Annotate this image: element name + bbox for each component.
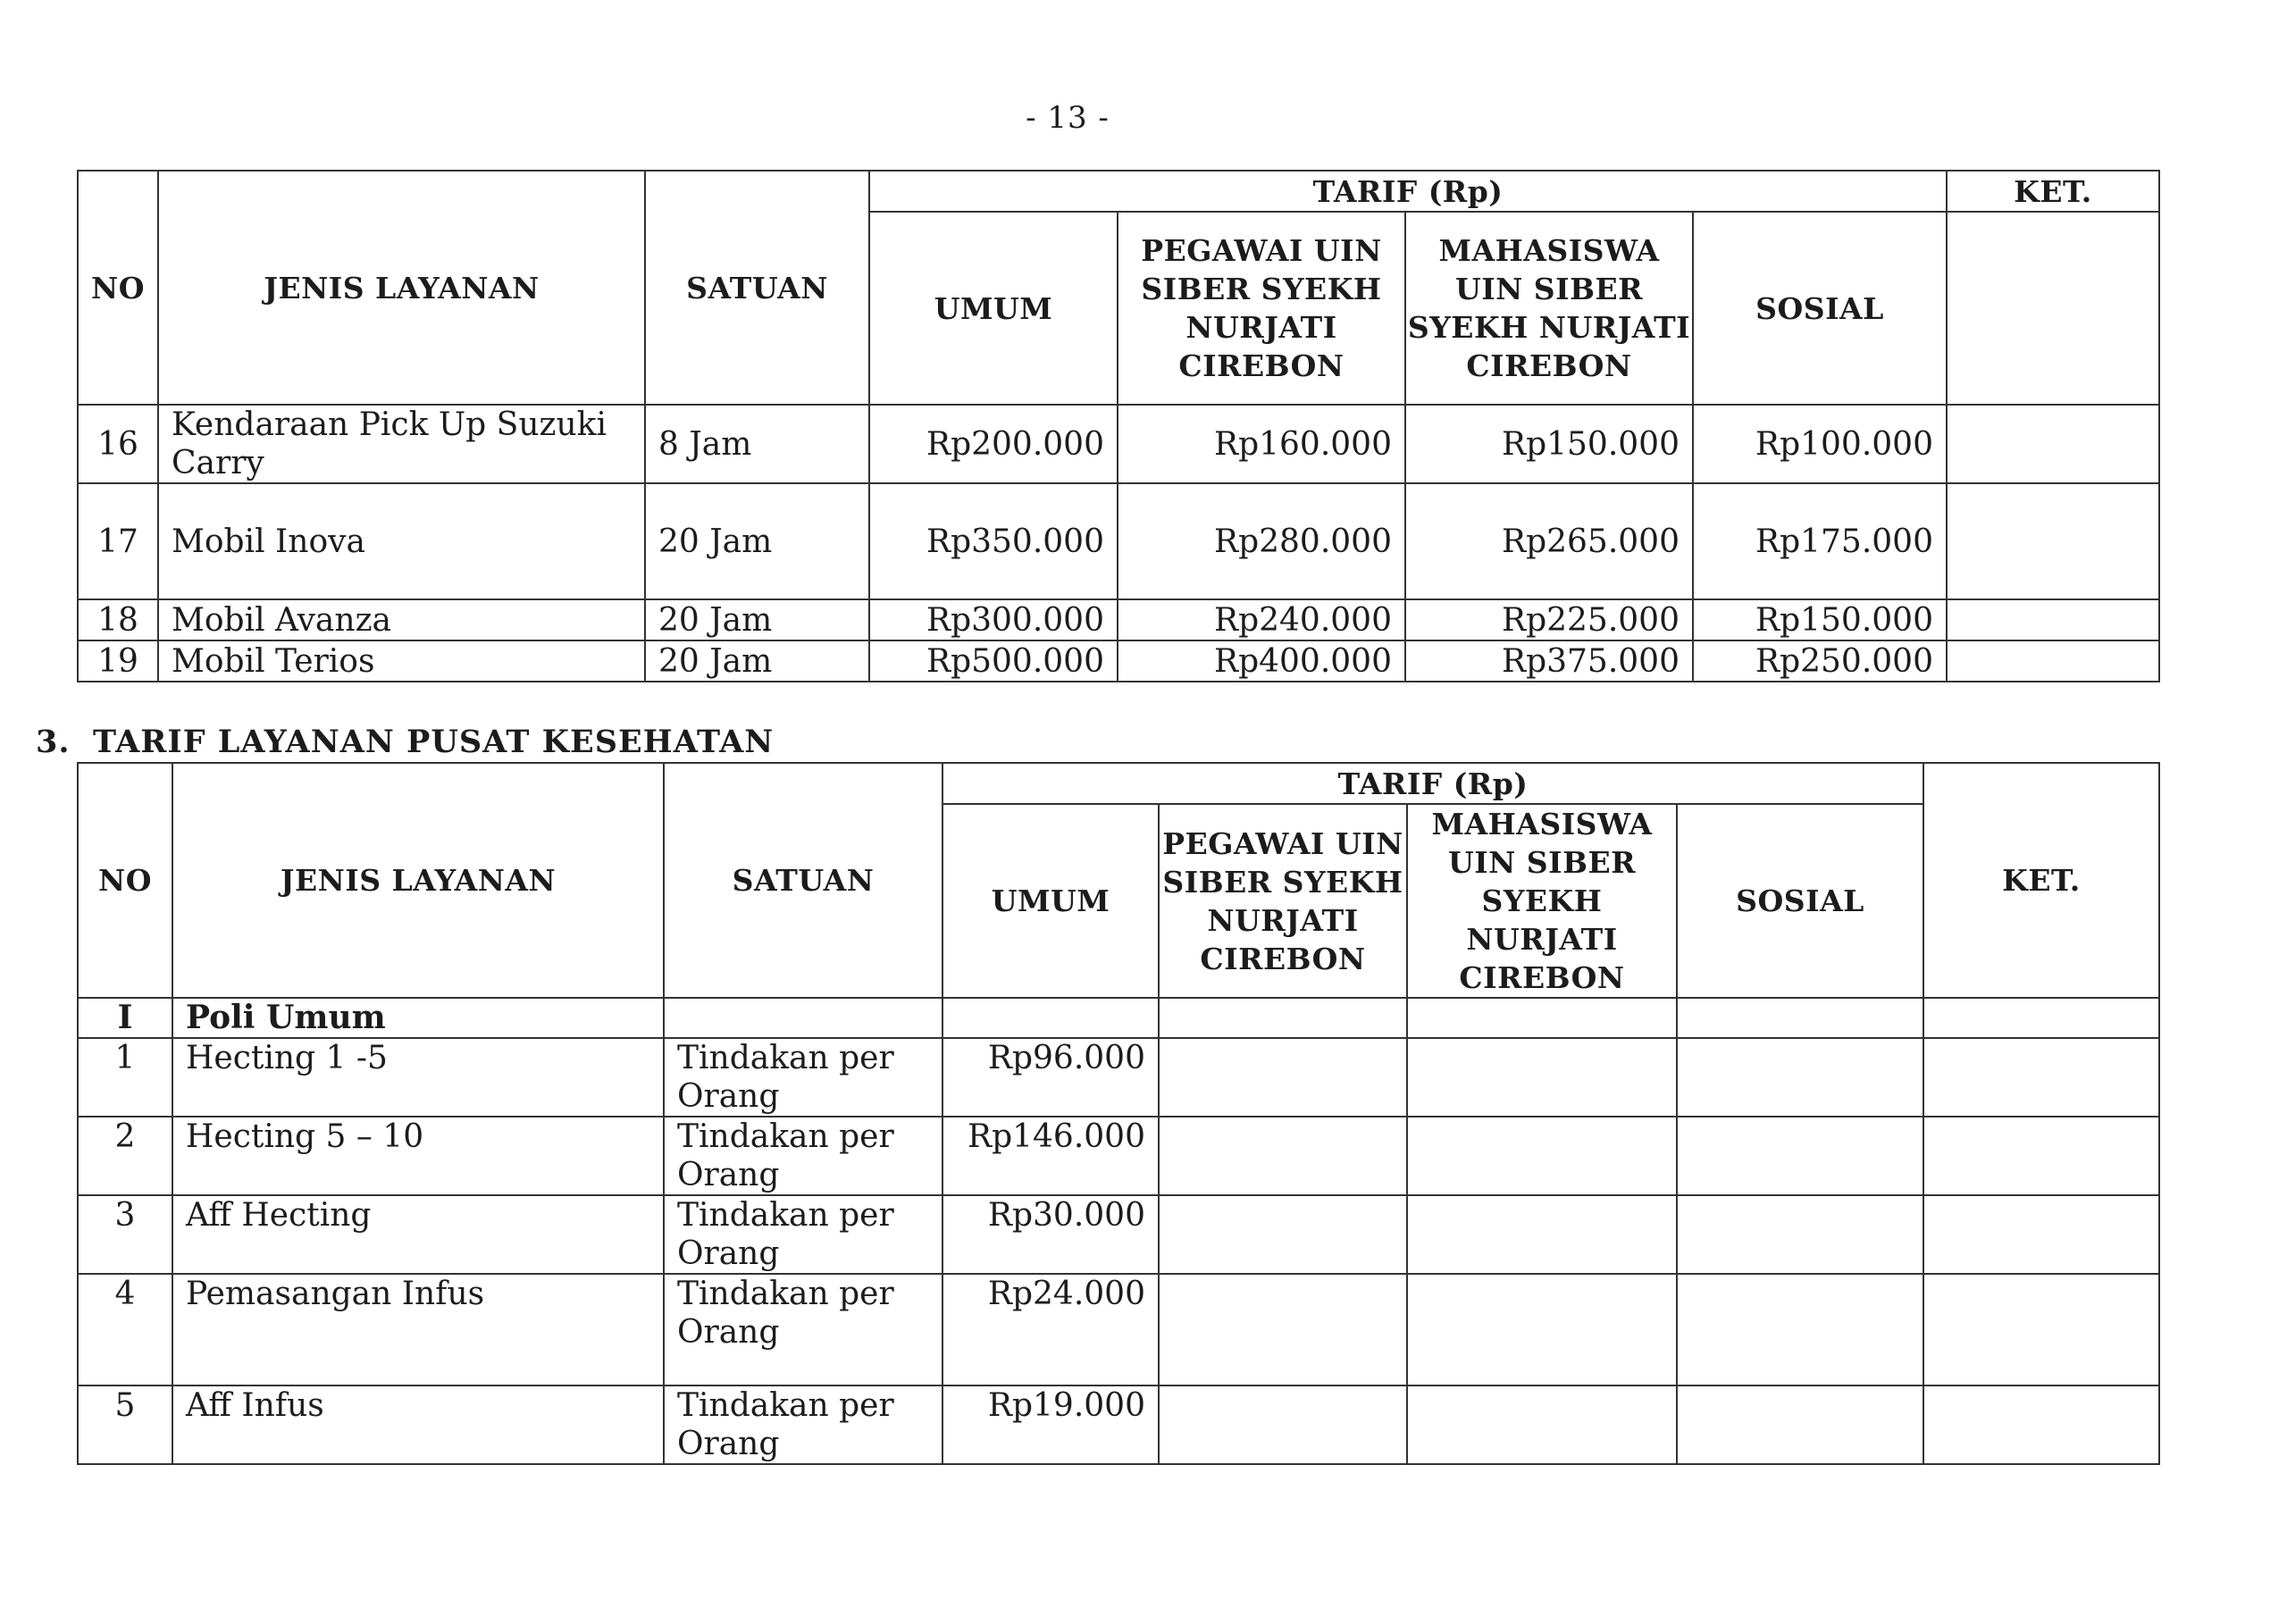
cell-umum: Rp19.000 <box>942 1385 1159 1464</box>
empty-cell <box>1923 1038 2159 1117</box>
empty-cell <box>1159 1038 1407 1117</box>
header-jenis-layanan: JENIS LAYANAN <box>158 171 645 405</box>
empty-cell <box>1159 998 1407 1038</box>
cell-jenis: Mobil Terios <box>158 640 645 682</box>
empty-cell <box>1923 1117 2159 1195</box>
group-row <box>78 998 2159 1038</box>
empty-cell <box>1159 1195 1407 1274</box>
cell-satuan: Tindakan per Orang <box>664 1274 942 1385</box>
cell-satuan: Tindakan per Orang <box>664 1038 942 1117</box>
cell-jenis: Aff Hecting <box>172 1195 664 1274</box>
cell-no: 16 <box>78 405 158 483</box>
cell-no: 5 <box>78 1385 172 1464</box>
header-mahasiswa: MAHASISWA UIN SIBER SYEKH NURJATI CIREBON <box>1407 804 1677 998</box>
cell-satuan: 20 Jam <box>645 483 869 599</box>
header-umum: UMUM <box>942 804 1159 998</box>
header-no: NO <box>78 171 158 405</box>
cell-no: 1 <box>78 1038 172 1117</box>
group-no: I <box>78 998 172 1038</box>
header-ket: KET. <box>1947 171 2159 212</box>
cell-jenis: Pemasangan Infus <box>172 1274 664 1385</box>
cell-pegawai: Rp160.000 <box>1118 405 1405 483</box>
header-jenis-layanan: JENIS LAYANAN <box>172 763 664 998</box>
empty-cell <box>1923 1385 2159 1464</box>
cell-ket <box>1947 483 2159 599</box>
cell-jenis: Hecting 1 -5 <box>172 1038 664 1117</box>
cell-satuan: 8 Jam <box>645 405 869 483</box>
cell-umum: Rp30.000 <box>942 1195 1159 1274</box>
header-tarif: TARIF (Rp) <box>869 171 1947 212</box>
table-row <box>78 483 2159 599</box>
table-row <box>78 1038 2159 1117</box>
empty-cell <box>1923 1195 2159 1274</box>
header-ket: KET. <box>1923 763 2159 998</box>
tarif-kendaraan-table <box>77 170 2160 682</box>
header-sosial: SOSIAL <box>1677 804 1923 998</box>
empty-cell <box>1407 1038 1677 1117</box>
header-no: NO <box>78 763 172 998</box>
cell-umum: Rp24.000 <box>942 1274 1159 1385</box>
header-satuan: SATUAN <box>645 171 869 405</box>
empty-cell <box>1159 1385 1407 1464</box>
empty-cell <box>1677 1274 1923 1385</box>
cell-jenis: Mobil Inova <box>158 483 645 599</box>
header-tarif: TARIF (Rp) <box>942 763 1923 804</box>
empty-cell <box>1159 1274 1407 1385</box>
header-umum: UMUM <box>869 212 1118 405</box>
table-row <box>78 640 2159 682</box>
empty-cell <box>1677 998 1923 1038</box>
empty-cell <box>1407 998 1677 1038</box>
cell-umum: Rp350.000 <box>869 483 1118 599</box>
empty-cell <box>1923 998 2159 1038</box>
cell-no: 2 <box>78 1117 172 1195</box>
cell-sosial: Rp150.000 <box>1693 599 1947 640</box>
cell-sosial: Rp100.000 <box>1693 405 1947 483</box>
section-heading <box>36 724 774 760</box>
table-row <box>78 1195 2159 1274</box>
cell-satuan: Tindakan per Orang <box>664 1195 942 1274</box>
empty-cell <box>1677 1117 1923 1195</box>
cell-ket <box>1947 640 2159 682</box>
cell-no: 17 <box>78 483 158 599</box>
header-ket-blank <box>1947 212 2159 405</box>
cell-umum: Rp300.000 <box>869 599 1118 640</box>
empty-cell <box>664 998 942 1038</box>
header-satuan: SATUAN <box>664 763 942 998</box>
cell-mahasiswa: Rp265.000 <box>1405 483 1693 599</box>
cell-jenis: Aff Infus <box>172 1385 664 1464</box>
page-number: - 13 - <box>1026 100 1110 136</box>
header-mahasiswa: MAHASISWA UIN SIBER SYEKH NURJATI CIREBON <box>1405 212 1693 405</box>
tarif-kesehatan-table <box>77 762 2160 1465</box>
cell-ket <box>1947 405 2159 483</box>
cell-pegawai: Rp400.000 <box>1118 640 1405 682</box>
empty-cell <box>1407 1117 1677 1195</box>
header-pegawai: PEGAWAI UIN SIBER SYEKH NURJATI CIREBON <box>1159 804 1407 998</box>
section-title: TARIF LAYANAN PUSAT KESEHATAN <box>93 724 775 760</box>
empty-cell <box>1677 1195 1923 1274</box>
cell-jenis: Hecting 5 – 10 <box>172 1117 664 1195</box>
cell-no: 4 <box>78 1274 172 1385</box>
cell-mahasiswa: Rp150.000 <box>1405 405 1693 483</box>
table-row <box>78 1274 2159 1385</box>
empty-cell <box>1159 1117 1407 1195</box>
header-sosial: SOSIAL <box>1693 212 1947 405</box>
cell-satuan: 20 Jam <box>645 640 869 682</box>
header-pegawai: PEGAWAI UIN SIBER SYEKH NURJATI CIREBON <box>1118 212 1405 405</box>
cell-no: 19 <box>78 640 158 682</box>
cell-pegawai: Rp280.000 <box>1118 483 1405 599</box>
cell-umum: Rp146.000 <box>942 1117 1159 1195</box>
table-row <box>78 599 2159 640</box>
empty-cell <box>1923 1274 2159 1385</box>
table-row <box>78 405 2159 483</box>
section-number: 3. <box>36 724 71 760</box>
cell-mahasiswa: Rp225.000 <box>1405 599 1693 640</box>
cell-umum: Rp96.000 <box>942 1038 1159 1117</box>
cell-umum: Rp200.000 <box>869 405 1118 483</box>
group-label: Poli Umum <box>172 998 664 1038</box>
cell-pegawai: Rp240.000 <box>1118 599 1405 640</box>
empty-cell <box>1407 1385 1677 1464</box>
empty-cell <box>1407 1195 1677 1274</box>
cell-jenis: Kendaraan Pick Up Suzuki Carry <box>158 405 645 483</box>
cell-no: 18 <box>78 599 158 640</box>
table-row <box>78 1385 2159 1464</box>
cell-satuan: 20 Jam <box>645 599 869 640</box>
empty-cell <box>1407 1274 1677 1385</box>
cell-umum: Rp500.000 <box>869 640 1118 682</box>
table-row <box>78 1117 2159 1195</box>
empty-cell <box>1677 1385 1923 1464</box>
cell-satuan: Tindakan per Orang <box>664 1117 942 1195</box>
empty-cell <box>1677 1038 1923 1117</box>
cell-sosial: Rp175.000 <box>1693 483 1947 599</box>
cell-mahasiswa: Rp375.000 <box>1405 640 1693 682</box>
cell-no: 3 <box>78 1195 172 1274</box>
cell-satuan: Tindakan per Orang <box>664 1385 942 1464</box>
cell-ket <box>1947 599 2159 640</box>
cell-sosial: Rp250.000 <box>1693 640 1947 682</box>
cell-jenis: Mobil Avanza <box>158 599 645 640</box>
empty-cell <box>942 998 1159 1038</box>
